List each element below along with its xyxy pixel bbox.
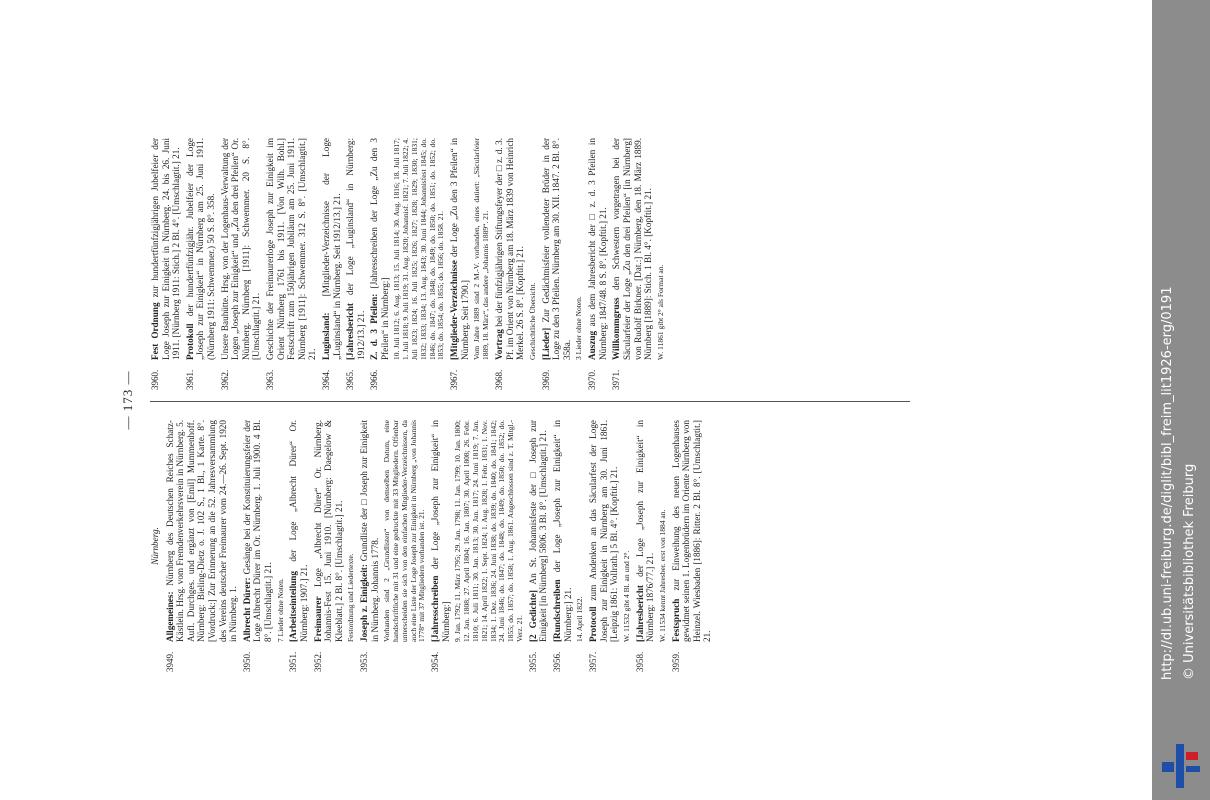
- bibliography-entry: [611, 138, 653, 390]
- entry-number: 3949.: [164, 651, 175, 672]
- bibliography-entry: [587, 138, 608, 390]
- entry-signature: 21.: [298, 564, 309, 577]
- entry-signature: 21.: [333, 500, 344, 513]
- entry-title: Allgemeines:: [164, 591, 175, 642]
- entry-note: W. 11532 gibt 4 Bl. an und 2°.: [621, 550, 631, 642]
- entry-text: Zur Gedächtnisfeier vollendeter Brüder in der Loge zu den 3 Pfeilen. Nürnberg am 30. XII. 1847. 2 Bl. 8°.: [540, 138, 562, 360]
- column-left: [150, 420, 716, 672]
- bibliography-entry: [345, 138, 366, 390]
- entry-title: [Mitglieder-Verzeichnisse: [449, 260, 460, 360]
- entry-text: aus dem Jahresbericht der □ z. d. 3 Pfeilen in Nürnberg: 1847/48. 8 S. 8°. [Kopftit.]: [587, 138, 608, 360]
- bibliography-entry: [671, 420, 713, 672]
- entry-title: Freimaurer: [312, 596, 323, 642]
- entry-title: Z. d. 3 Pfeilen:: [369, 293, 380, 360]
- bibliography-entry: [588, 420, 620, 672]
- entry-list-right: [150, 138, 666, 390]
- entry-note: 14. April 1822.: [575, 596, 585, 642]
- entry-note: W. 11534 kennt Jahresber. erst von 1884 an.: [657, 509, 667, 642]
- bibliography-entry: [288, 420, 309, 672]
- entry-title: Albrecht Dürer:: [241, 577, 252, 642]
- entry-title: [2 Gedichte]: [527, 590, 538, 642]
- entry-number: 3967.: [449, 369, 460, 390]
- entry-number: 3952.: [312, 651, 323, 672]
- entry-title: [Lieder]: [540, 327, 551, 360]
- entry-number: 3951.: [288, 651, 299, 672]
- entry-title: Luginsland:: [320, 312, 331, 360]
- entry-text: Nürnberg des Deutschen Reiches Schatz-Kästlein. Hrsg. vom Fremdenverkehrsverein in Nürnberg. 5. Aufl. Durchges. und ergänzt von [Emil] Mummenhoff. Nürnberg: Bieling-Dietz o. J. 102 S., 1 Bl., 1 Karte. 8°. [Vordruck:] Zur Erinnerung an die 52. Jahresversammlung des Vereins deutscher Freimaurer vom 24.—26. Sept. 1920 in Nürnberg.: [164, 420, 239, 642]
- entry-text: An St. Johannisfeste der □ Joseph zur Einigkeit [in Nürnberg] 5806. 3 Bl. 8°. [Umschlagtit.]: [527, 420, 549, 642]
- bibliography-entry: [150, 138, 182, 390]
- bibliography-entry: [369, 138, 390, 390]
- entry-number: 3955.: [527, 651, 538, 672]
- sidebar-text-rotated: [1152, 0, 1210, 800]
- entry-signature: 21.: [643, 188, 654, 200]
- entry-number: 3953.: [359, 651, 370, 672]
- entry-number: 3965.: [345, 369, 356, 390]
- entry-title: Festspruch: [670, 598, 681, 642]
- bibliography-entry: [528, 420, 549, 672]
- bibliography-entry: [313, 420, 345, 672]
- column-divider: [150, 401, 910, 402]
- bibliography-entry: [242, 420, 274, 672]
- entry-title: Joseph z. Einigkeit:: [359, 564, 370, 642]
- bibliography-entry: [552, 420, 573, 672]
- entry-text: der Loge „Albrecht Dürer“ Or. Nürnberg: 1907.]: [288, 420, 309, 642]
- entry-number: 3969.: [540, 369, 551, 390]
- entry-number: 3958.: [634, 651, 645, 672]
- entry-signature: 358a.: [561, 339, 572, 360]
- entry-number: 3954.: [430, 651, 441, 672]
- entry-title: Auszug: [587, 330, 598, 360]
- entry-title: Protocoll: [588, 606, 598, 642]
- entry-signature: 21.: [597, 207, 608, 219]
- bibliography-entry: [165, 420, 239, 672]
- entry-title: Willkommgruss: [611, 297, 622, 360]
- entry-text: den Schwestern vorgetragen bei der Säcularfeier der Loge „Zu den drei Pfeilen“ [in Nürnberg] von Rudolf Birkner. [Dat.:] Nürnberg, den 18. März 1889. Nürnberg [1889]: Stich. 1 Bl. 4°. [Kopftit.]: [611, 138, 654, 360]
- bibliography-entry: [635, 420, 656, 672]
- bibliography-entry: [220, 138, 262, 390]
- bibliography-entry: [541, 138, 573, 390]
- entry-signature: 21.: [307, 348, 318, 360]
- entry-text: der hundertfünfzigjähr. Jubelfeier der Loge „Joseph zur Einigkeit“ in Nürnberg am 25. Juni 1911. (Nürnberg 1911: Schwemmer.) 50 S. 8°. 358.: [184, 138, 216, 360]
- entry-signature: 21.: [171, 147, 182, 159]
- entry-text: Loge „Albrecht Dürer“ Or. Nürnberg. Johannis-Fest 15. Juni 1910. [Nürnberg: Daegelow & Kleeblatt.] 2 Bl. 8°. [Umschlagtit.]: [312, 420, 344, 642]
- entry-text: Geschichte der Freimaurerloge Joseph zur Einigkeit im Orient Nürnberg 1761 bis 1911. [Von Wilh. Bohl.] Festschrift zum 150jährigen Jubiläum am 25. Juni 1911. Nürnberg [1911]: Schwemmer. 312 S. 8°. [Umschlagtit.]: [264, 138, 307, 360]
- entry-number: 3966.: [369, 369, 380, 390]
- entry-signature: 21.: [251, 292, 262, 305]
- bibliography-entry: [430, 420, 451, 672]
- entry-title: [Jahresbericht: [634, 585, 645, 642]
- entry-signature: 21.: [515, 246, 526, 258]
- page-number: — 173 —: [120, 370, 135, 430]
- entry-note: Vom Jahre 1889 sind 2 M.-V. vorhanden, eines datiert: „Säcularfeier 1889, 18. März“, das andere „Johannis 1889“. 21.: [472, 138, 491, 360]
- entry-note: 9. Jan. 1792; 11. März 1795; 29. Jan. 1798; 11. Jan. 1799; 10. Jan. 1800; 12. Jan. 1808; 27. April 1804; 16. Jan. 1807; 30. April 1808; 26. Febr. 1810; 6. Juli 1811; 30. Jan. 1813; 30. Jan. 1817; 24. Juni 1819; 7. Jan. 1821; 14. April 1822; 1. Sept. 1824; 1. Aug. 1828; 1. Febr. 1831; 1. Nov. 1834; 1. Dez. 1836; 24. Juni 1838; do. 1839; do. 1840; do. 1841; 1842; 24. Juni 1846; do. 1847; do. 1848; do. 1849; do. 1850; do. 1852; do. 1855; do. 1857; do. 1858; 1. Aug. 1861. Angeschlossen sind z. T. Mitgl.-Verz. 21.: [453, 420, 525, 642]
- entry-text: der Loge „Joseph zur Einigkeit“ in Nürnberg:]: [430, 420, 451, 642]
- entry-note: 7 Lieder ohne Noten.: [275, 578, 285, 642]
- entry-note: 3 Lieder ohne Noten.: [574, 296, 584, 360]
- bibliography-entry: [185, 138, 217, 390]
- entry-number: 3957.: [588, 651, 598, 672]
- source-url[interactable]: http://dl.ub.uni-freiburg.de/diglit/bibl_freim_lit1926-erg/0191: [1160, 286, 1175, 680]
- entry-number: 3963.: [264, 369, 275, 390]
- entry-note: Vorhanden sind 2 „Grundlisten“ von demselben Datum, eine handschriftliche mit 31 und eine gedruckte mit 33 Mitgliedern. Offenbar unterscheiden sie sich von den einfachen Mitglieder-Verzeichnissen, da auch eine Liste der Loge Joseph zur Einigkeit in Nürnberg „von Johannis 1778“ mit 37 Mitgliedern vorhanden ist. 21.: [382, 420, 427, 642]
- entry-number: 3959.: [670, 651, 681, 672]
- entry-signature: 21.: [331, 193, 342, 205]
- entry-text: zur hundertfünfzigjährigen Jubelfeier der Loge Joseph zur Einigkeit in Nürnberg. 24. bis 26. Juni 1911. [Nürnberg 1911: Stich.] 2 Bl. 4°. [Umschlagtit.]: [150, 138, 182, 360]
- entry-note: 10. Juli 1812; 6. Aug. 1813; 15. Juli 1814; 30. Aug. 1816; 18. Juli 1817; 1. Juli 1818; 9. Juli 1819; 31. Aug. 1820; Johannisf. 1821; 7. Juli 1822; 4. Juli 1823; 1824; 16. Juli 1825; 1826; 1827; 1828; 1829; 1830; 1831; 1832; 1833; 1834; 13. Aug. 1843; 30. Juni 1844; Johannisfest 1845; do. 1846; do. 1847; do. 1848; do. 1849; do. 1850; do. 1851; do. 1852; do. 1853; do. 1854; do. 1855; do. 1856; do. 1858. 21.: [392, 138, 446, 360]
- bibliography-entry: [449, 138, 470, 390]
- entry-number: 3962.: [219, 369, 230, 390]
- entry-number: 3950.: [241, 651, 252, 672]
- entry-signature: 21.: [538, 430, 549, 442]
- entry-title: Vortrag: [494, 329, 505, 360]
- column-right: [150, 138, 669, 390]
- entry-text: Grundliste der □ Joseph zur Einigkeit in Nürnberg. Johannis 1778.: [359, 420, 380, 642]
- entry-signature: 21.: [562, 587, 573, 600]
- entry-signature: 1.: [228, 586, 239, 593]
- bibliography-entry: [359, 420, 380, 672]
- entry-title: [Rundschreiben: [552, 579, 563, 642]
- entry-title: [Jahresbericht: [345, 303, 356, 360]
- entry-text: der Loge „Luginsland“ in Nürnberg: 1912/13.]: [345, 138, 366, 360]
- entry-signature: 21.: [702, 630, 713, 642]
- entry-text: der Loge „Joseph zur Einigkeit“ in Nürnberg:]: [552, 420, 573, 642]
- entry-note: Geschichtliche Übersicht.: [527, 282, 537, 360]
- section-heading: Nürnberg.: [150, 527, 160, 565]
- entry-number: 3961.: [184, 369, 195, 390]
- entry-signature: 21.: [355, 310, 366, 323]
- entry-signature: 21.: [609, 466, 620, 479]
- viewer-sidebar: [1152, 0, 1210, 800]
- entry-text: der Loge „Zu den 3 Pfeilen“ in Nürnberg. Seit 1790.]: [449, 138, 470, 360]
- entry-note: W. 11861 gibt 2° als Format an.: [655, 264, 665, 360]
- entry-note: Festordnung und Liedertexte.: [346, 553, 356, 642]
- entry-number: 3960.: [150, 369, 160, 390]
- entry-text: Unsere Bauhütte. Hrsg. von der Logenhaus-Verwaltung der Logen „Joseph zur Einigkeit“ und „Zu den drei Pfeilen“ Or. Nürnberg. Nürnberg [1911]: Schwemmer. 20 S. 8°. [Umschlagtit.]: [219, 138, 262, 360]
- entry-text: [Mitglieder-Verzeichnisse der Loge „Luginsland“ in Nürnberg. Seit 1912/13.]: [320, 138, 342, 360]
- entry-number: 3956.: [552, 651, 563, 672]
- entry-signature: 21.: [645, 552, 656, 565]
- entry-signature: 21.: [262, 562, 273, 574]
- entry-title: [Arbeitseinteilung: [288, 571, 299, 642]
- entry-text: zum Andenken an das Säcularfest der Loge Joseph zur Einigkeit in Nürnberg am 30. Juni 1861. [Leipzig 1861: Vollrath.] 5 Bl. 4°. [Kopftit.]: [588, 420, 620, 642]
- entry-text: zur Einweihung des neuen Logenhauses gewidmet seinen 1. Logenbrüdern im Oriente Nürnberg von Heinzel. Wiesbaden [1886]: Ritter. 2 Bl. 8°. [Umschlagtit.]: [670, 420, 702, 642]
- entry-title: Fest Ordnung: [150, 302, 160, 360]
- entry-title: Protokoll: [184, 323, 195, 360]
- entry-number: 3964.: [320, 369, 331, 390]
- entry-number: 3971.: [611, 369, 622, 390]
- entry-number: 3970.: [587, 369, 598, 390]
- entry-title: [Jahresschreiben: [430, 575, 441, 642]
- entry-text: [Jahresschreiben der Loge „Zu den 3 Pfeilen“ in Nürnberg:]: [369, 138, 390, 360]
- entry-list-left: [165, 420, 713, 672]
- bibliography-entry: [265, 138, 318, 390]
- entry-text: bei der fünfzigjährigen Stiftungsfeyer der □ z. d. 3. Pf. im Orient von Nürnberg am 18. März 1839 von Heinrich Merkel. 26 S. 8°. [Kopftit.]: [494, 138, 526, 360]
- bibliography-entry: [494, 138, 526, 390]
- entry-text: der Loge „Joseph zur Einigkeit“ in Nürnberg: 1876/77.]: [634, 420, 656, 642]
- entry-number: 3968.: [494, 369, 505, 390]
- entry-text: Gesänge bei der Konstituierungsfeier der Loge Albrecht Dürer im Or. Nürnberg. 1. Juli 1900. 4 Bl. 8°. [Umschlagtit.]: [241, 420, 273, 642]
- copyright-notice: © Universitätsbibliothek Freiburg: [1182, 463, 1197, 680]
- library-logo-icon[interactable]: [1162, 744, 1200, 788]
- bibliography-entry: [321, 138, 342, 390]
